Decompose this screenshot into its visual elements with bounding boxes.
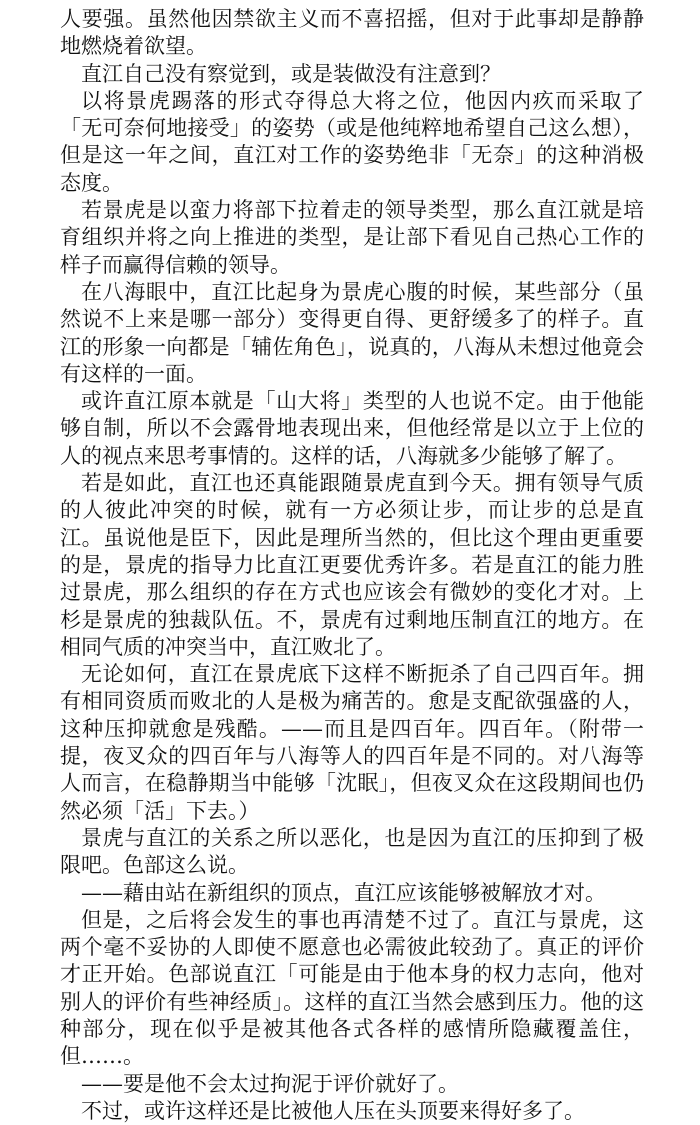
document-page [60,6,644,1123]
paragraph-2: 直江自己没有察觉到，或是装做没有注意到？ [81,61,501,86]
paragraph-8: 无论如何，直江在景虎底下这样不断扼杀了自己四百年。拥有相同资质而败北的人是极为痛苦的。愈是支配欲强盛的人，这种压抑就愈是残酷。——而且是四百年。四百年。（附带一提，夜叉众的四百年与八海等人的四百年是不同的。对八海等人而言，在稳静期当中能够「沈眠」，但夜叉众在这段期间也仍然必须「活」下去。） [60,662,644,823]
paragraph-9: 景虎与直江的关系之所以恶化，也是因为直江的压抑到了极限吧。色部这么说。 [60,825,644,878]
paragraph-11: 但是，之后将会发生的事也再清楚不过了。直江与景虎，这两个毫不妥协的人即使不愿意也必需彼此较劲了。真正的评价才正开始。色部说直江「可能是由于他本身的权力志向，他对别人的评价有些神经质」。这样的直江当然会感到压力。他的这种部分，现在似乎是被其他各式各样的感情所隐藏覆盖住，但……。 [60,907,644,1069]
paragraph-3: 以将景虎踢落的形式夺得总大将之位，他因内疚而采取了「无可奈何地接受」的姿势（或是他纯粹地希望自己这么想），但是这一年之间，直江对工作的姿势绝非「无奈」的这种消极态度。 [60,88,644,195]
paragraph-1: 人要强。虽然他因禁欲主义而不喜招摇，但对于此事却是静静地燃烧着欲望。 [60,7,644,59]
paragraph-5: 在八海眼中，直江比起身为景虎心腹的时候，某些部分（虽然说不上来是哪一部分）变得更自得、更舒缓多了的样子。直江的形象一向都是「辅佐角色」，说真的，八海从未想过他竟会有这样的一面。 [60,279,644,386]
paragraph-6: 或许直江原本就是「山大将」类型的人也说不定。由于他能够自制，所以不会露骨地表现出来，但他经常是以立于上位的人的视点来思考事情的。这样的话，八海就多少能够了解了。 [60,389,644,468]
paragraph-7: 若是如此，直江也还真能跟随景虎直到今天。拥有领导气质的人彼此冲突的时候，就有一方必须让步，而让步的总是直江。虽说他是臣下，因此是理所当然的，但比这个理由更重要的是，景虎的指导力比直江更要优秀许多。若是直江的能力胜过景虎，那么组织的存在方式也应该会有微妙的变化才对。上杉是景虎的独裁队伍。不，景虎有过剩地压制直江的地方。在相同气质的冲突当中，直江败北了。 [60,471,644,659]
paragraph-13: 不过，或许这样还是比被他人压在头顶要来得好多了。 [81,1098,585,1123]
paragraph-4: 若景虎是以蛮力将部下拉着走的领导类型，那么直江就是培育组织并将之向上推进的类型，是让部下看见自己热心工作的样子而赢得信赖的领导。 [60,198,644,277]
paragraph-10: ——藉由站在新组织的顶点，直江应该能够被解放才对。 [81,880,606,905]
paragraph-12: ——要是他不会太过拘泥于评价就好了。 [81,1071,459,1096]
